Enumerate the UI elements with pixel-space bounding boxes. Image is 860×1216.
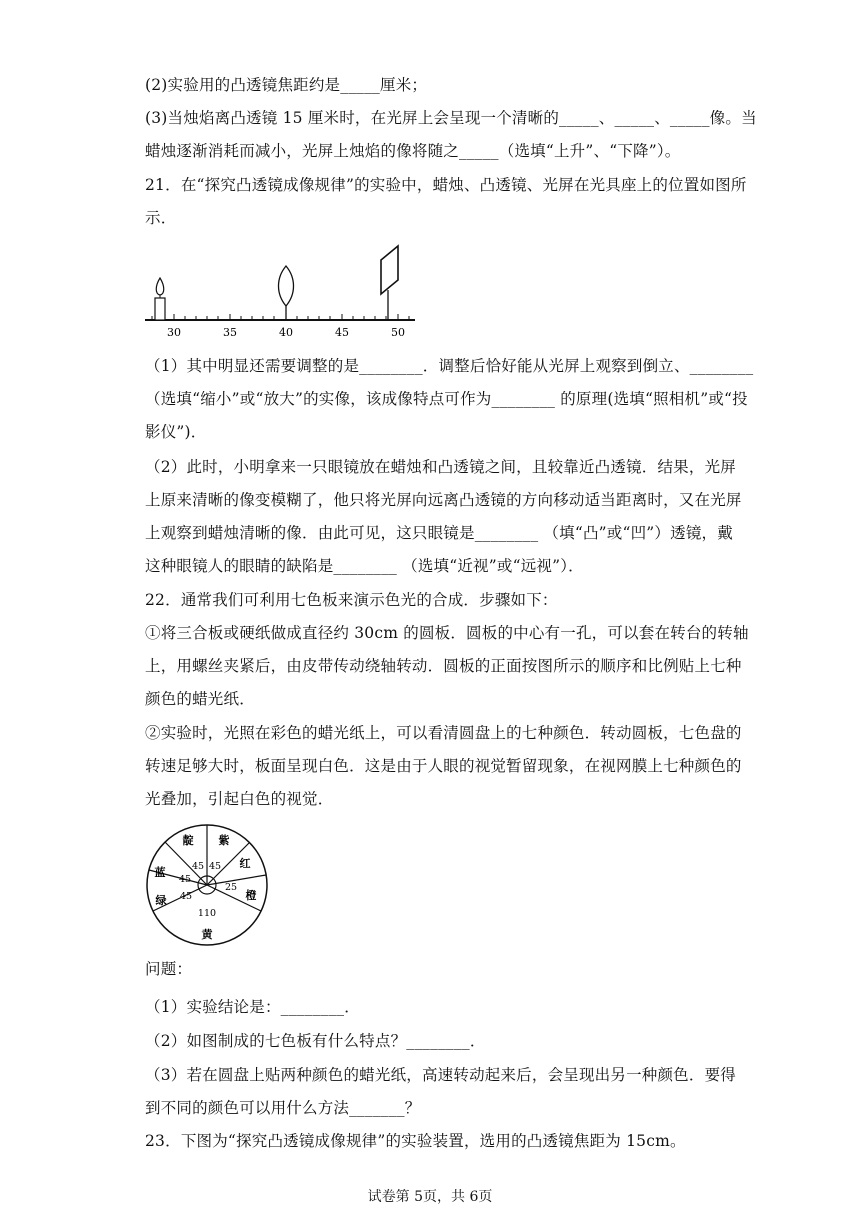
page-footer: 试卷第 5页，共 6页 <box>367 1189 493 1205</box>
q22-step2-cont: 转速足够大时，板面呈现白色．这是由于人眼的视觉暂留现象，在视网膜上七种颜色的 <box>145 757 742 775</box>
color-label: 绿 <box>155 894 167 907</box>
q20-part2: (2)实验用的凸透镜焦距约是_____厘米； <box>145 76 428 94</box>
angle-label: 45 <box>208 861 222 872</box>
angle-label: 25 <box>224 882 238 893</box>
color-label: 红 <box>239 857 251 870</box>
q22-part2: （2）如图制成的七色板有什么特点？________． <box>145 1032 486 1050</box>
q22-stem: 22．通常我们可利用七色板来演示色光的合成．步骤如下： <box>145 591 558 609</box>
q23-stem: 23．下图为“探究凸透镜成像规律”的实验装置，选用的凸透镜焦距为 15cm。 <box>145 1132 686 1150</box>
q21-stem-cont: 示． <box>145 209 177 227</box>
q21-part2-cont3: 这种眼镜人的眼睛的缺陷是________ （选填“近视”或“远视”）． <box>145 557 584 575</box>
angle-label: 110 <box>197 908 217 919</box>
convex-lens-icon <box>279 266 294 320</box>
q21-part1: （1）其中明显还需要调整的是________．调整后恰好能从光屏上观察到倒立、________ <box>145 357 754 375</box>
tick-label: 40 <box>279 326 293 339</box>
light-screen-icon <box>381 246 398 320</box>
q20-part3-cont: 蜡烛逐渐消耗而减小，光屏上烛焰的像将随之_____（选填“上升”、“下降”）。 <box>145 142 681 160</box>
q20-part3: (3)当烛焰离凸透镜 15 厘米时，在光屏上会呈现一个清晰的_____、_____、_____像。当 <box>145 109 757 127</box>
angle-label: 45 <box>191 861 205 872</box>
q22-step1: ①将三合板或硬纸做成直径约 30cm 的圆板．圆板的中心有一孔，可以套在转台的转轴 <box>145 624 749 642</box>
q22-part3: （3）若在圆盘上贴两种颜色的蜡光纸，高速转动起来后，会呈现出另一种颜色．要得 <box>145 1066 736 1084</box>
angle-label: 45 <box>179 891 193 902</box>
q22-step1-cont2: 颜色的蜡光纸． <box>145 690 255 708</box>
q21-part2-cont: 上原来清晰的像变模糊了，他只将光屏向远离凸透镜的方向移动适当距离时，又在光屏 <box>145 491 742 509</box>
color-label: 靛 <box>182 834 194 847</box>
q22-part3-cont: 到不同的颜色可以用什么方法_______？ <box>145 1099 421 1117</box>
q22-questions-heading: 问题： <box>145 960 193 978</box>
angle-label: 45 <box>178 874 192 885</box>
color-label: 黄 <box>201 928 213 941</box>
tick-label: 50 <box>391 326 405 339</box>
color-label: 紫 <box>218 834 230 847</box>
color-label: 橙 <box>245 889 257 902</box>
color-label: 蓝 <box>154 866 166 879</box>
q22-step2-cont2: 光叠加，引起白色的视觉． <box>145 790 334 808</box>
q22-part1: （1）实验结论是：________． <box>145 998 360 1016</box>
q21-part1-cont2: 影仪”)． <box>145 423 207 441</box>
candle-icon <box>155 278 165 320</box>
q22-step1-cont: 上，用螺丝夹紧后，由皮带传动绕轴转动．圆板的正面按图所示的顺序和比例贴上七种 <box>145 657 742 675</box>
optical-bench-figure <box>140 240 430 340</box>
color-wheel-figure <box>145 820 273 950</box>
q21-part2: （2）此时，小明拿来一只眼镜放在蜡烛和凸透镜之间，且较靠近凸透镜．结果，光屏 <box>145 458 736 476</box>
q21-part2-cont2: 上观察到蜡烛清晰的像．由此可见，这只眼镜是________ （填“凸”或“凹”）透镜，戴 <box>145 524 733 542</box>
tick-label: 45 <box>335 326 349 339</box>
q21-part1-cont: （选填“缩小”或“放大”的实像，该成像特点可作为________ 的原理(选填“照相机”或“投 <box>145 390 748 408</box>
tick-label: 30 <box>167 326 181 339</box>
q22-step2: ②实验时，光照在彩色的蜡光纸上，可以看清圆盘上的七种颜色．转动圆板，七色盘的 <box>145 724 742 742</box>
tick-label: 35 <box>223 326 237 339</box>
q21-stem: 21．在“探究凸透镜成像规律”的实验中，蜡烛、凸透镜、光屏在光具座上的位置如图所 <box>145 176 747 194</box>
